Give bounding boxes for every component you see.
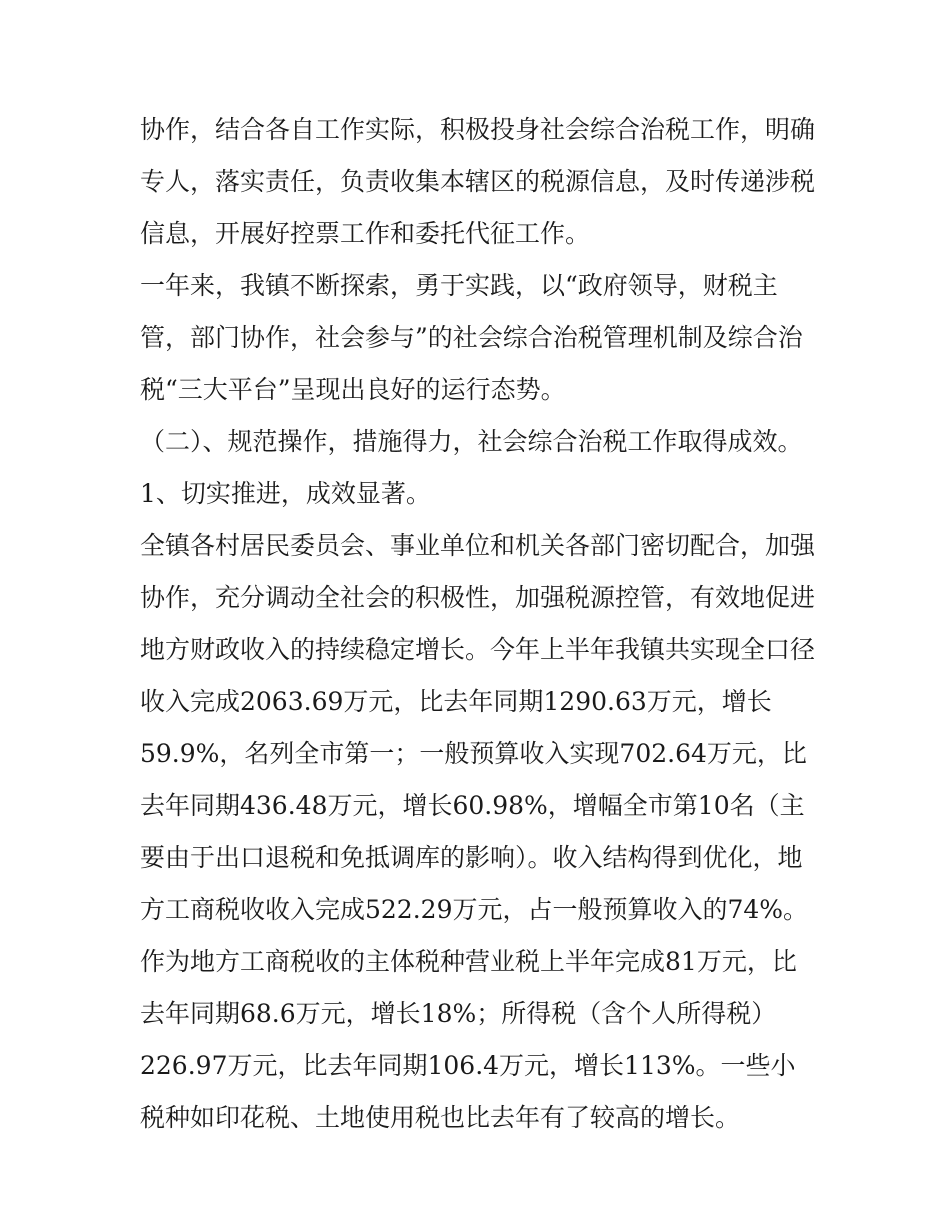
paragraph-year-summary: 一年来，我镇不断探索，勇于实践，以“政府领导，财税主管，部门协作，社会参与”的社会综合治税管理机制及综合治税“三大平台”呈现出良好的运行态势。 — [140, 271, 803, 404]
document-body — [140, 104, 820, 1144]
paragraph-collaboration: 协作，结合各自工作实际，积极投身社会综合治税工作，明确专人，落实责任，负责收集本辖区的税源信息，及时传递涉税信息，开展好控票工作和委托代征工作。 — [140, 115, 816, 248]
section-heading-2: （二）、规范操作，措施得力，社会综合治税工作取得成效。 — [140, 427, 803, 456]
subsection-heading-1: 1、切实推进，成效显著。 — [140, 479, 431, 508]
paragraph-revenue-results: 全镇各村居民委员会、事业单位和机关各部门密切配合，加强协作，充分调动全社会的积极性，加强税源控管，有效地促进地方财政收入的持续稳定增长。今年上半年我镇共实现全口径收入完成2063.69万元，比去年同期1290.63万元，增长59.9%，名列全市第一；一般预算收入实现702.64万元，比去年同期436.48万元，增长60.98%，增幅全市第10名（主要由于出口退税和免抵调库的影响）。收入结构得到优化，地方工商税收收入完成522.29万元，占一般预算收入的74%。作为地方工商税收的主体税种营业税上半年完成81万元，比去年同期68.6万元，增长18%；所得税（含个人所得税）226.97万元，比去年同期106.4万元，增长113%。一些小税种如印花税、土地使用税也比去年有了较高的增长。 — [140, 531, 816, 1132]
